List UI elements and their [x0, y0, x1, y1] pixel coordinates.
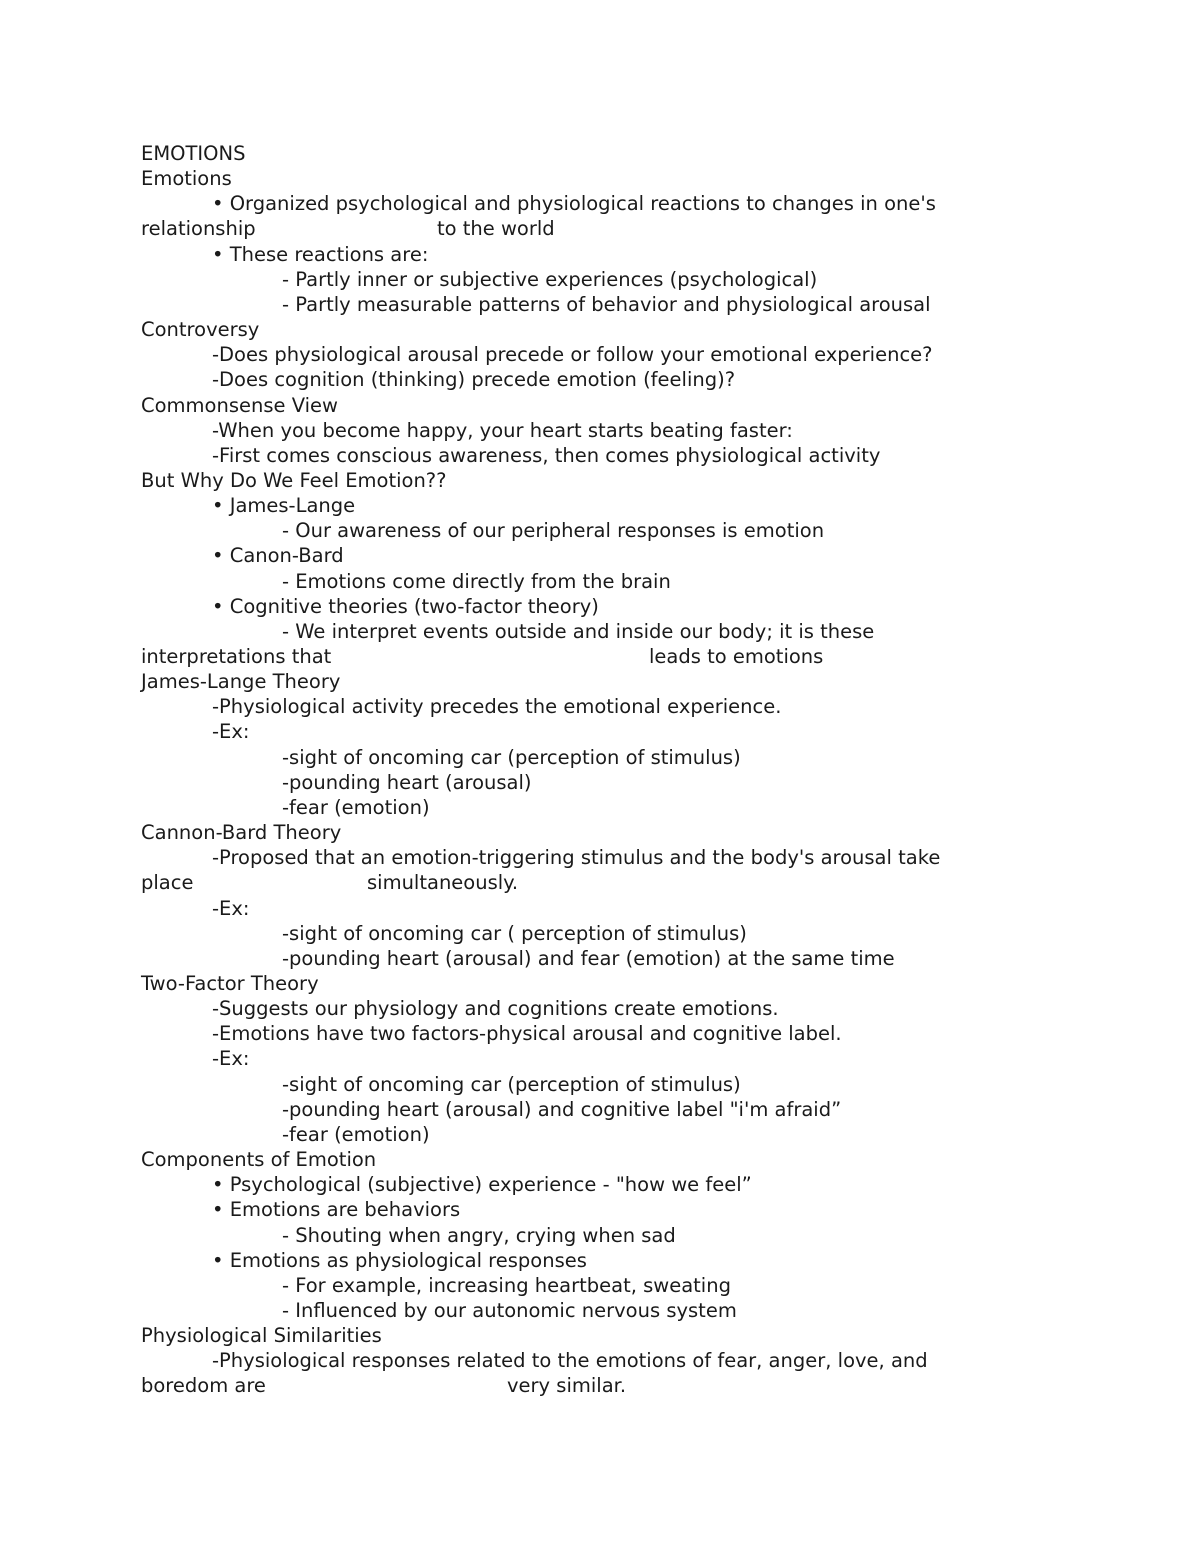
text-line — [282, 619, 874, 644]
line-text: Controversy — [141, 318, 260, 341]
text-line — [282, 292, 931, 317]
line-text: Components of Emotion — [141, 1148, 377, 1171]
line-text: -Proposed that an emotion-triggering stimulus and the body's arousal take — [212, 846, 941, 870]
line-text: -Physiological responses related to the emotions of fear, anger, love, and — [212, 1349, 928, 1373]
line-text: -pounding heart (arousal) — [282, 770, 532, 794]
text-line — [212, 367, 735, 392]
text-line — [141, 644, 824, 669]
text-line — [212, 694, 781, 719]
text-line — [282, 518, 824, 543]
line-text: -Emotions have two factors-physical arousal and cognitive label. — [212, 1022, 842, 1046]
text-line — [212, 1348, 928, 1373]
text-line — [141, 870, 519, 895]
text-line — [141, 820, 341, 845]
line-text: Cannon-Bard Theory — [141, 821, 342, 844]
text-line — [282, 946, 895, 971]
text-line — [212, 1046, 249, 1071]
line-text: -pounding heart (arousal) and cognitive label "i'm afraid” — [282, 1097, 842, 1121]
line-text: • Organized psychological and physiological reactions to changes in one's — [212, 192, 936, 216]
line-text: -Ex: — [212, 896, 250, 920]
text-line — [141, 1147, 376, 1172]
line-text: • Emotions are behaviors — [212, 1198, 461, 1222]
text-line — [141, 393, 338, 418]
text-line — [212, 594, 599, 619]
text-line — [282, 569, 671, 594]
line-continuation-text: simultaneously. — [367, 871, 519, 895]
line-text: - Our awareness of our peripheral responses is emotion — [282, 519, 825, 543]
text-line — [212, 1172, 752, 1197]
line-text: -sight of oncoming car (perception of stimulus) — [282, 745, 741, 769]
line-text: -sight of oncoming car (perception of stimulus) — [282, 1072, 741, 1096]
line-text: James-Lange Theory — [141, 670, 341, 694]
text-line — [282, 921, 747, 946]
line-text: place — [141, 871, 194, 895]
line-text: - For example, increasing heartbeat, sweating — [282, 1273, 731, 1297]
text-line — [282, 1298, 737, 1323]
line-text: - Partly inner or subjective experiences (psychological) — [282, 267, 818, 291]
line-text: -fear (emotion) — [282, 795, 430, 819]
text-line — [141, 669, 340, 694]
line-text: -pounding heart (arousal) and fear (emotion) at the same time — [282, 946, 895, 970]
line-text: - We interpret events outside and inside our body; it is these — [282, 619, 875, 643]
text-line — [141, 468, 447, 493]
text-line — [212, 719, 249, 744]
text-line — [141, 166, 232, 191]
line-text: Two-Factor Theory — [141, 971, 319, 995]
line-text: But Why Do We Feel Emotion?? — [141, 468, 447, 492]
line-text: - Emotions come directly from the brain — [282, 569, 671, 593]
text-line — [212, 896, 249, 921]
text-line — [212, 1248, 587, 1273]
line-text: interpretations that — [141, 645, 332, 668]
line-text: -Does physiological arousal precede or follow your emotional experience? — [212, 343, 933, 367]
text-line — [212, 443, 880, 468]
line-text: • Cognitive theories (two-factor theory) — [212, 594, 599, 618]
text-line — [141, 216, 555, 241]
line-text: • Emotions as physiological responses — [212, 1248, 587, 1272]
line-text: - Influenced by our autonomic nervous system — [282, 1298, 737, 1322]
line-continuation-text: to the world — [437, 217, 555, 241]
line-text: • James-Lange — [212, 494, 356, 518]
line-text: • Psychological (subjective) experience - "how we feel” — [212, 1173, 752, 1197]
line-text: -Ex: — [212, 1047, 250, 1071]
text-line — [141, 1323, 382, 1348]
text-line — [282, 795, 430, 820]
line-text: - Partly measurable patterns of behavior and physiological arousal — [282, 292, 931, 316]
line-text: • These reactions are: — [212, 242, 429, 266]
line-text: - Shouting when angry, crying when sad — [282, 1223, 676, 1247]
text-line — [212, 1197, 460, 1222]
text-line — [282, 1097, 841, 1122]
text-line — [212, 493, 355, 518]
line-text: Emotions — [141, 167, 232, 191]
text-line — [212, 543, 344, 568]
text-line — [141, 1373, 627, 1398]
text-line — [212, 845, 940, 870]
text-line — [141, 971, 319, 996]
text-line — [282, 1072, 741, 1097]
line-continuation-text: very similar. — [507, 1374, 627, 1398]
text-line — [141, 141, 245, 166]
text-line — [282, 770, 532, 795]
line-text: -Suggests our physiology and cognitions create emotions. — [212, 997, 779, 1021]
line-text: -sight of oncoming car ( perception of stimulus) — [282, 921, 747, 945]
text-line — [282, 1273, 731, 1298]
text-line — [141, 317, 259, 342]
text-line — [282, 267, 817, 292]
line-text: • Canon-Bard — [212, 544, 344, 568]
line-text: -Physiological activity precedes the emotional experience. — [212, 695, 782, 719]
line-text: boredom are — [141, 1374, 266, 1398]
text-line — [282, 745, 741, 770]
line-text: relationship — [141, 217, 256, 241]
line-text: -Does cognition (thinking) precede emotion (feeling)? — [212, 368, 736, 392]
line-text: EMOTIONS — [141, 142, 246, 165]
line-text: Physiological Similarities — [141, 1324, 382, 1347]
line-text: -Ex: — [212, 720, 250, 744]
line-text: Commonsense View — [141, 393, 338, 417]
line-text: -First comes conscious awareness, then comes physiological activity — [212, 443, 881, 467]
text-line — [212, 1021, 842, 1046]
text-line — [212, 191, 936, 216]
text-line — [212, 996, 779, 1021]
line-continuation-text: leads to emotions — [649, 645, 824, 668]
text-line — [212, 418, 793, 443]
text-line — [212, 242, 428, 267]
line-text: -fear (emotion) — [282, 1122, 430, 1146]
text-line — [212, 342, 933, 367]
text-line — [282, 1122, 430, 1147]
line-text: -When you become happy, your heart starts beating faster: — [212, 418, 793, 442]
text-line — [282, 1223, 676, 1248]
